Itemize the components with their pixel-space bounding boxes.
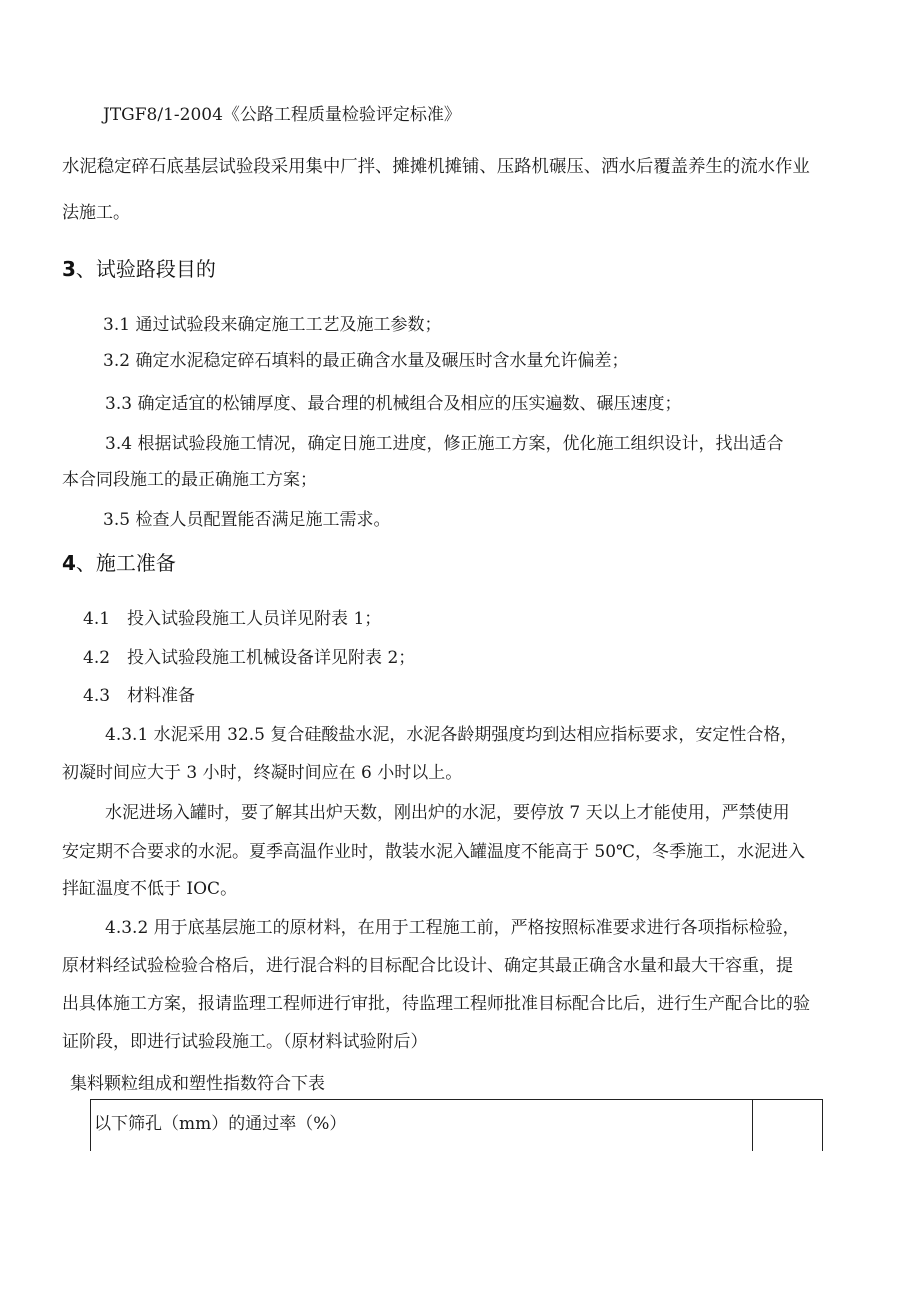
table-right-border — [822, 1099, 823, 1151]
section-3-item: 3.5 检查人员配置能否满足施工需求。 — [103, 510, 391, 530]
paragraph-4-3-2-line-4: 证阶段，即进行试验段施工。（原材料试验附后） — [62, 1032, 428, 1052]
table-left-border — [90, 1099, 91, 1151]
section-3-title: 、试验路段目的 — [75, 257, 216, 281]
table-top-border — [90, 1099, 823, 1100]
reference-standard: JTGF8/1-2004《公路工程质量检验评定标准》 — [103, 105, 461, 125]
paragraph-4-3-2-line-3: 出具体施工方案，报请监理工程师进行审批，待监理工程师批准目标配合比后，进行生产配合比的验 — [62, 994, 810, 1014]
paragraph-4-3-1-line-1: 4.3.1 水泥采用 32.5 复合硅酸盐水泥，水泥各龄期强度均到达相应指标要求，安定性合格， — [105, 725, 798, 745]
section-4-title: 、施工准备 — [75, 551, 176, 575]
intro-paragraph-line-2: 法施工。 — [62, 203, 130, 223]
aggregate-gradation-table — [90, 1099, 823, 1151]
section-3-item: 3.1 通过试验段来确定施工工艺及施工参数； — [103, 315, 442, 335]
section-3-heading — [62, 256, 216, 282]
section-4-item: 4.1 投入试验段施工人员详见附表 1； — [83, 609, 382, 629]
section-4-number: 4 — [62, 551, 76, 575]
section-3-item: 3.2 确定水泥稳定碎石填料的最正确含水量及碾压时含水量允许偏差； — [103, 351, 629, 371]
intro-paragraph-line-1: 水泥稳定碎石底基层试验段采用集中厂拌、摊摊机摊铺、压路机碾压、洒水后覆盖养生的流水作业 — [62, 157, 810, 177]
paragraph-4-3-1-line-2: 初凝时间应大于 3 小时，终凝时间应在 6 小时以上。 — [62, 763, 463, 783]
cement-paragraph-line-3: 拌缸温度不低于 IOC。 — [62, 879, 238, 899]
section-3-item: 3.3 确定适宜的松铺厚度、最合理的机械组合及相应的压实遍数、碾压速度； — [105, 394, 682, 414]
table-column-divider — [752, 1099, 753, 1151]
paragraph-4-3-2-line-1: 4.3.2 用于底基层施工的原材料，在用于工程施工前，严格按照标准要求进行各项指标检验， — [105, 918, 800, 938]
cement-paragraph-line-2: 安定期不合要求的水泥。夏季高温作业时，散装水泥入罐温度不能高于 50℃，冬季施工，水泥进入 — [62, 842, 806, 862]
section-3-item-continued: 本合同段施工的最正确施工方案； — [62, 470, 317, 490]
paragraph-4-3-2-line-2: 原材料经试验检验合格后，进行混合料的目标配合比设计、确定其最正确含水量和最大干容重，提 — [62, 956, 793, 976]
section-3-item: 3.4 根据试验段施工情况，确定日施工进度，修正施工方案，优化施工组织设计，找出适合 — [105, 434, 784, 454]
section-4-item: 4.3 材料准备 — [83, 686, 196, 706]
cement-paragraph-line-1: 水泥进场入罐时，要了解其出炉天数，刚出炉的水泥，要停放 7 天以上才能使用，严禁使用 — [105, 803, 790, 823]
section-3-number: 3 — [62, 257, 76, 281]
section-4-item: 4.2 投入试验段施工机械设备详见附表 2； — [83, 648, 416, 668]
section-4-heading — [62, 550, 176, 576]
table-caption-text: 集料颗粒组成和塑性指数符合下表 — [70, 1074, 325, 1094]
table-header-cell: 以下筛孔（mm）的通过率（%） — [94, 1114, 347, 1134]
